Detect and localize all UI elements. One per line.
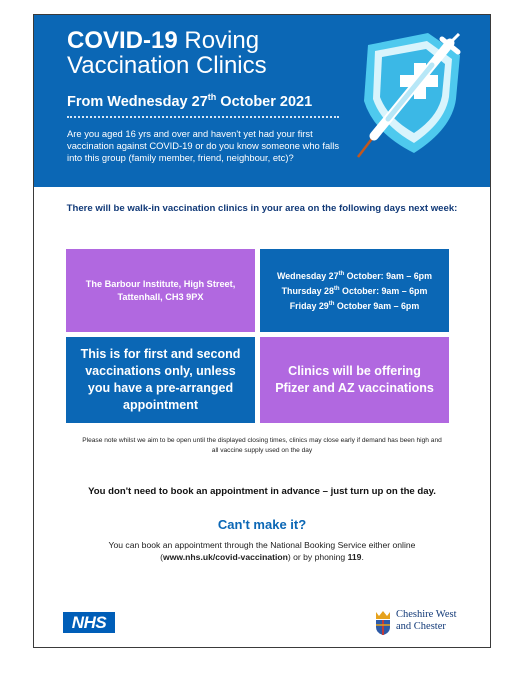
page-title	[67, 28, 267, 78]
clinic-address-box	[66, 249, 255, 332]
intro-text: There will be walk-in vaccination clinics in your area on the following days next week:	[66, 203, 458, 214]
date-time: October: 9am – 6pm	[344, 271, 432, 282]
date-sup: th	[207, 92, 217, 102]
title-bold: COVID-19	[67, 27, 178, 54]
clinic-dates-box	[260, 249, 449, 332]
booking-info	[89, 539, 435, 563]
booking-text-3: .	[361, 552, 364, 562]
council-name-line-2: and Chester	[396, 621, 446, 632]
shield-cross-icon	[352, 33, 462, 158]
booking-text-1: You can book an appointment through the National Booking Service either online (	[108, 540, 416, 562]
first-second-text: This is for first and second vaccinations only, unless you have a pre-arranged appointment	[80, 347, 241, 412]
date-day: Friday 29	[289, 300, 329, 311]
booking-url: www.nhs.uk/covid-vaccination	[163, 552, 288, 562]
council-crest-icon	[374, 610, 392, 636]
council-name-line-1: Cheshire West	[396, 609, 457, 620]
clinic-address: The Barbour Institute, High Street, Tattenhall, CH3 9PX	[85, 278, 236, 302]
date-sup: th	[333, 286, 340, 293]
date-time: October 9am – 6pm	[334, 300, 420, 311]
date-day: Thursday 28	[281, 285, 334, 296]
council-logo	[374, 609, 474, 639]
date-line	[277, 283, 432, 298]
start-date	[67, 92, 312, 110]
date-sup: th	[328, 300, 335, 307]
date-line	[277, 298, 432, 313]
clinic-dates-list	[277, 268, 432, 313]
council-name	[396, 609, 457, 633]
eligibility-question: Are you aged 16 yrs and over and haven't yet had your first vaccination against COVID-19 or do you know someone who falls into this group (family member, friend, neighbour, etc)?	[67, 128, 340, 163]
nhs-logo: NHS	[63, 612, 115, 633]
date-prefix: From Wednesday 27	[67, 93, 208, 110]
date-time: October: 9am – 6pm	[339, 285, 428, 296]
vaccines-offered-text: Clinics will be offering Pfizer and AZ vaccinations	[275, 364, 434, 395]
date-day: Wednesday 27	[277, 271, 339, 282]
title-line-2: Vaccination Clinics	[67, 52, 267, 79]
cant-make-it-heading: Can't make it?	[217, 517, 307, 532]
first-second-box	[66, 337, 255, 423]
title-word-roving: Roving	[184, 27, 260, 54]
poster	[33, 14, 491, 648]
closing-note: Please note whilst we aim to be open until the displayed closing times, clinics may close early if demand has been high and all vaccine supply used on the day	[82, 437, 442, 454]
date-suffix: October 2021	[220, 93, 313, 110]
no-booking-text: You don't need to book an appointment in advance – just turn up on the day.	[88, 486, 436, 497]
date-sup: th	[338, 271, 345, 278]
vaccines-offered-box	[260, 337, 449, 423]
date-line	[277, 268, 432, 283]
dotted-divider	[67, 116, 339, 118]
header-banner	[34, 15, 490, 187]
booking-text-2: ) or by phoning	[287, 552, 348, 562]
booking-phone: 119	[347, 552, 362, 562]
